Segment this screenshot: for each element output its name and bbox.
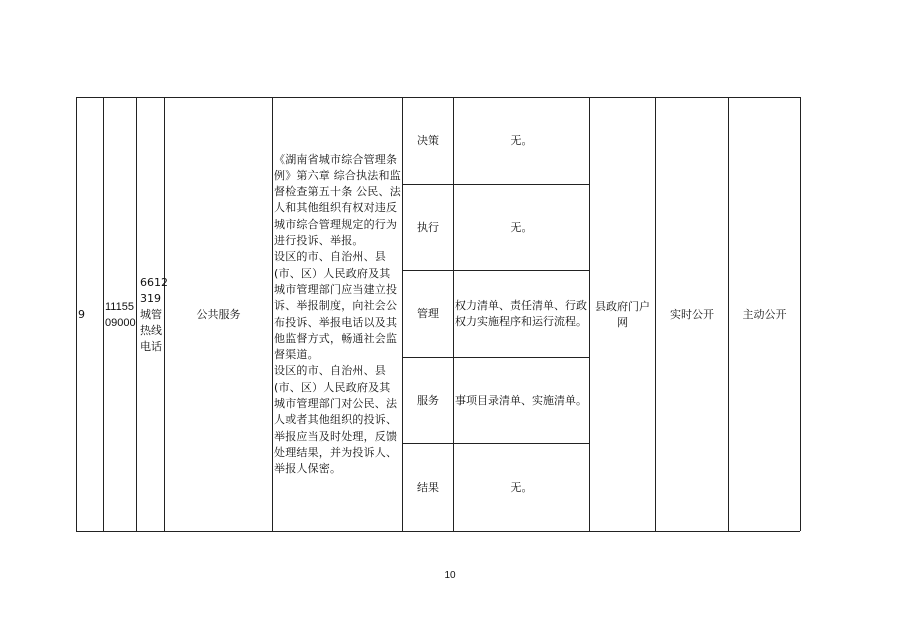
page-number: 10 — [444, 570, 456, 581]
disclosure-timing: 实时公开 — [670, 307, 714, 321]
item-code: 11155 09000 — [105, 300, 136, 329]
stage-content-service: 事项目录清单、实施清单。 — [455, 393, 587, 407]
stage-content-decision: 无。 — [510, 134, 533, 147]
stage-content-execution: 无。 — [510, 220, 533, 234]
disclosure-mode: 主动公开 — [742, 307, 787, 321]
stage-name-service: 服务 — [417, 393, 439, 407]
stage-content-management: 权力清单、责任清单、行政权力实施程序和运行流程。 — [455, 299, 587, 328]
table-bottom-border — [76, 531, 800, 532]
stage-name-result: 结果 — [417, 480, 439, 494]
disclosure-channel: 县政府门户网 — [595, 299, 650, 329]
col-line — [800, 97, 801, 531]
stage-name-decision: 决策 — [417, 134, 439, 147]
item-category: 公共服务 — [196, 307, 241, 321]
legal-basis-text: 《湖南省城市综合管理条例》第六章 综合执法和监督检查第五十条 公民、法人和其他组织有权对违反城市综合管理规定的行为进行投诉、举报。 设区的市、自治州、县(市、区）人民政府及其城市管理部门应当建立投诉、举报制度，向社会公布投诉、举报电话以及其他监督方式，畅通社会监督渠道。 设区的市、自治州、县(市、区）人民政府及其城市管理部门对公民、法人或者其他组织的投诉、举报应当及时处理，反馈处理结果，并为投诉人、举报人保密。 — [274, 152, 401, 476]
item-name: 6612 319 城管 热线 电话 — [140, 275, 168, 353]
stage-name-execution: 执行 — [417, 220, 439, 234]
legal-basis — [273, 98, 402, 531]
stage-name-management: 管理 — [417, 307, 439, 320]
stage-content-result: 无。 — [510, 480, 533, 494]
row-index: 9 — [78, 307, 85, 321]
